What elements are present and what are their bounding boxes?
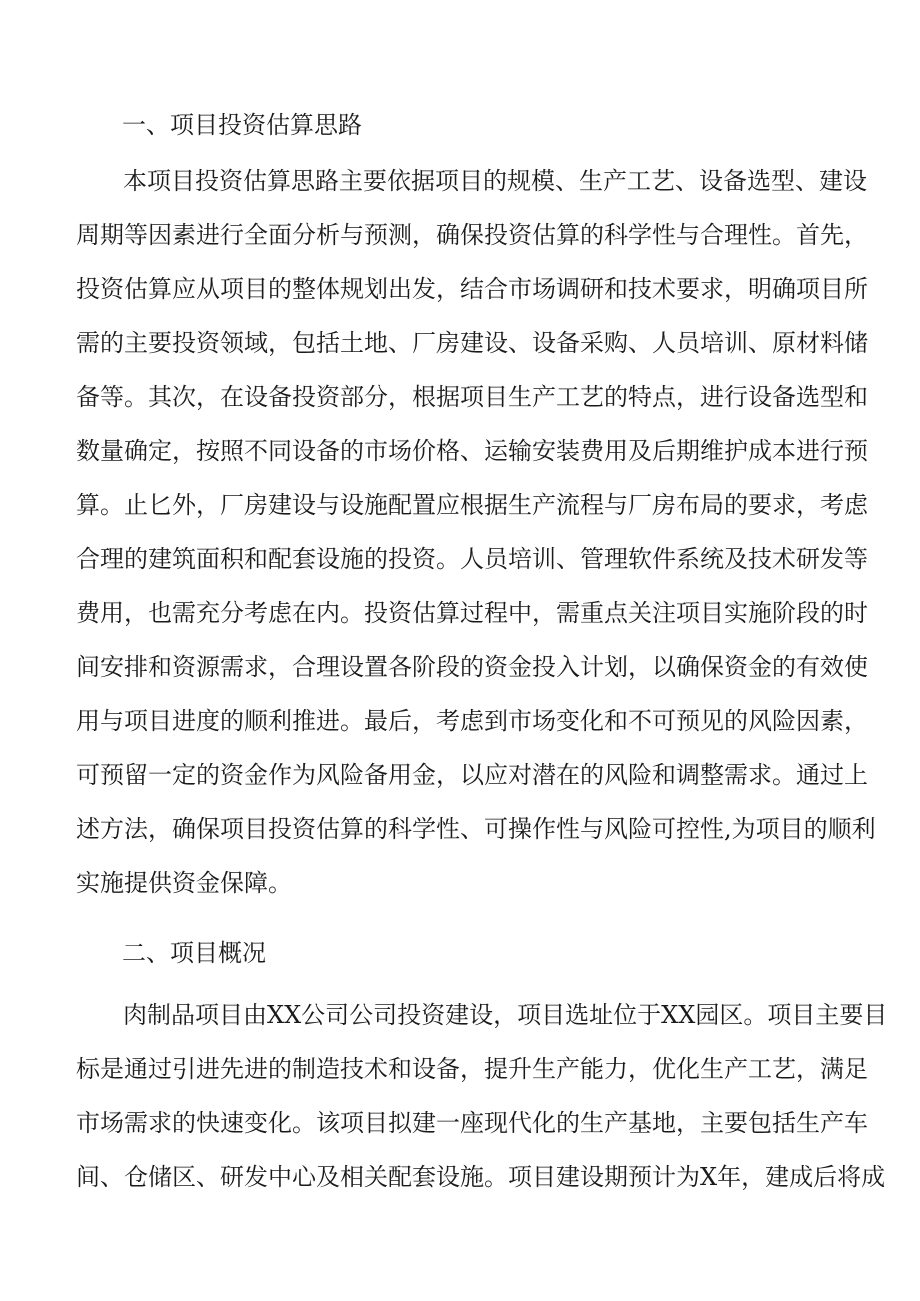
paragraph-line: 投资估算应从项目的整体规划出发，结合市场调研和技术要求，明确项目所 [76,275,868,303]
paragraph-line: 实施提供资金保障。 [76,869,292,897]
section-1-heading: 一、项目投资估算思路 [122,111,362,139]
paragraph-line: 算。止匕外，厂房建设与设施配置应根据生产流程与厂房布局的要求，考虑 [76,491,868,519]
paragraph-line: 数量确定，按照不同设备的市场价格、运输安装费用及后期维护成本进行预 [76,437,868,465]
paragraph-line: 肉制品项目由XX公司公司投资建设，项目选址位于XX园区。项目主要目 [123,1001,888,1029]
paragraph-line: 周期等因素进行全面分析与预测，确保投资估算的科学性与合理性。首先， [76,221,868,249]
paragraph-line: 间、仓储区、研发中心及相关配套设施。项目建设期预计为X年，建成后将成 [76,1163,886,1191]
paragraph-line: 可预留一定的资金作为风险备用金，以应对潜在的风险和调整需求。通过上 [76,761,868,789]
paragraph-line: 本项目投资估算思路主要依据项目的规模、生产工艺、设备选型、建设 [123,167,867,195]
section-2-heading: 二、项目概况 [122,939,266,967]
paragraph-line: 述方法，确保项目投资估算的科学性、可操作性与风险可控性,为项目的顺利 [76,815,876,843]
paragraph-line: 用与项目进度的顺利推进。最后，考虑到市场变化和不可预见的风险因素， [76,707,868,735]
paragraph-line: 间安排和资源需求，合理设置各阶段的资金投入计划，以确保资金的有效使 [76,653,868,681]
paragraph-line: 备等。其次，在设备投资部分，根据项目生产工艺的特点，进行设备选型和 [76,383,868,411]
paragraph-line: 需的主要投资领域，包括土地、厂房建设、设备采购、人员培训、原材料储 [76,329,868,357]
paragraph-line: 合理的建筑面积和配套设施的投资。人员培训、管理软件系统及技术研发等 [76,545,868,573]
paragraph-line: 标是通过引进先进的制造技术和设备，提升生产能力，优化生产工艺，满足 [76,1055,868,1083]
paragraph-line: 费用，也需充分考虑在内。投资估算过程中，需重点关注项目实施阶段的时 [76,599,868,627]
paragraph-line: 市场需求的快速变化。该项目拟建一座现代化的生产基地，主要包括生产车 [76,1109,868,1137]
